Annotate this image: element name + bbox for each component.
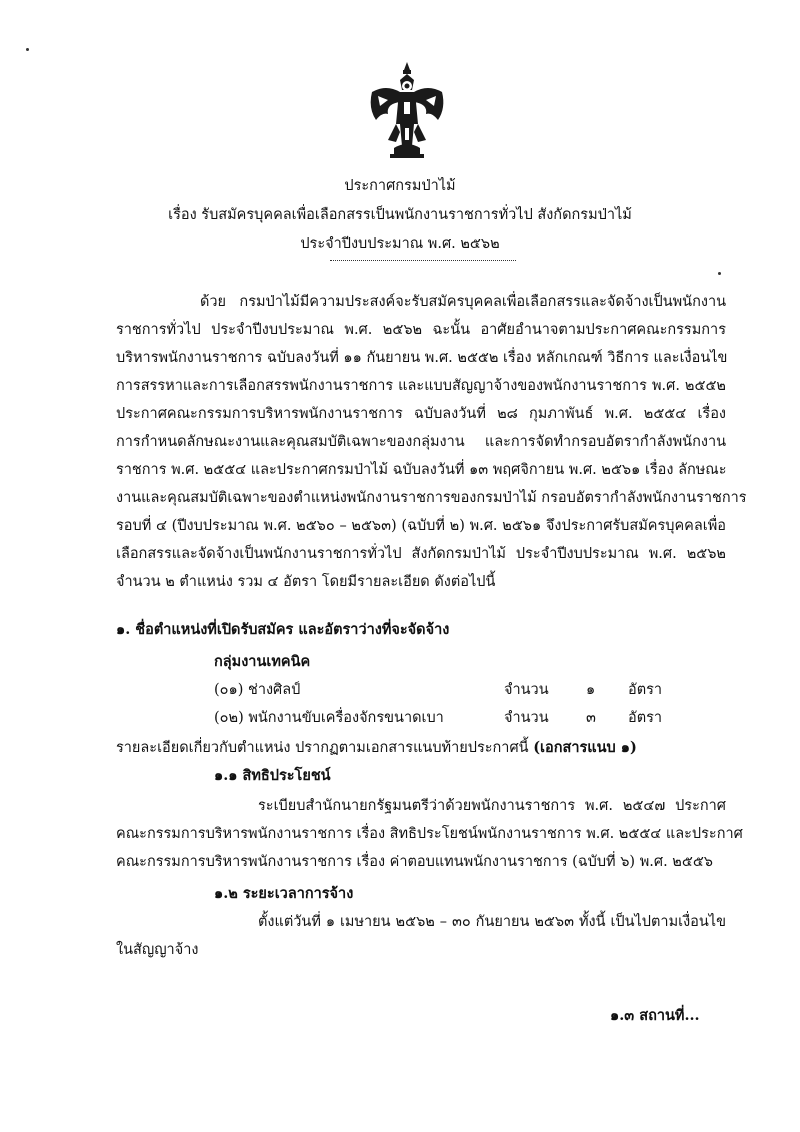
dotted-divider (330, 260, 516, 261)
benefits-line: ระเบียบสำนักนายกรัฐมนตรีว่าด้วยพนักงานราชการ พ.ศ. ๒๕๔๗ ประกาศ (258, 798, 726, 814)
employment-period-line: ตั้งแต่วันที่ ๑ เมษายน ๒๕๖๒ – ๓๐ กันยายน ๒๕๖๓ ทั้งนี้ เป็นไปตามเงื่อนไข (258, 914, 726, 930)
intro-line: การสรรหาและการเลือกสรรพนักงานราชการ และแบบสัญญาจ้างของพนักงานราชการ พ.ศ. ๒๕๕๒ (116, 378, 726, 394)
section-1-1-heading: ๑.๑ สิทธิประโยชน์ (214, 767, 331, 784)
garuda-emblem-icon (366, 62, 448, 162)
intro-line: ประกาศคณะกรรมการบริหารพนักงานราชการ ฉบับลงวันที่ ๒๘ กุมภาพันธ์ พ.ศ. ๒๕๕๔ เรื่อง (116, 406, 726, 422)
position-count: ๑ (586, 682, 596, 698)
intro-line: ราชการทั่วไป ประจำปีงบประมาณ พ.ศ. ๒๕๖๒ ฉะนั้น อาศัยอำนาจตามประกาศคณะกรรมการ (116, 322, 726, 338)
continuation-marker: ๑.๓ สถานที่... (610, 1007, 700, 1024)
employment-period-line: ในสัญญาจ้าง (116, 942, 199, 958)
position-name: (๐๑) ช่างศิลป์ (214, 682, 301, 698)
benefits-line: คณะกรรมการบริหารพนักงานราชการ เรื่อง ค่าตอบแทนพนักงานราชการ (ฉบับที่ ๖) พ.ศ. ๒๕๕๖ (116, 854, 713, 870)
position-name: (๐๒) พนักงานขับเครื่องจักรขนาดเบา (214, 710, 444, 726)
intro-line: งานและคุณสมบัติเฉพาะของตำแหน่งพนักงานราชการของกรมป่าไม้ กรอบอัตรากำลังพนักงานราชการ (116, 490, 747, 506)
position-group: กลุ่มงานเทคนิค (214, 653, 311, 670)
intro-line: บริหารพนักงานราชการ ฉบับลงวันที่ ๑๑ กันยายน พ.ศ. ๒๕๕๒ เรื่อง หลักเกณฑ์ วิธีการ และเงื่อนไข (116, 350, 728, 366)
intro-line: การกำหนดลักษณะงานและคุณสมบัติเฉพาะของกลุ่มงาน และการจัดทำกรอบอัตรากำลังพนักงาน (116, 434, 726, 450)
position-count-label: จำนวน (504, 710, 549, 726)
intro-line: เลือกสรรและจัดจ้างเป็นพนักงานราชการทั่วไป สังกัดกรมป่าไม้ ประจำปีงบประมาณ พ.ศ. ๒๕๖๒ (116, 546, 726, 562)
attachment-reference: (เอกสารแนบ ๑) (533, 739, 637, 756)
intro-line: ราชการ พ.ศ. ๒๕๕๔ และประกาศกรมป่าไม้ ฉบับลงวันที่ ๑๓ พฤศจิกายน พ.ศ. ๒๕๖๑ เรื่อง ลักษณะ (116, 462, 727, 478)
details-text: รายละเอียดเกี่ยวกับตำแหน่ง ปรากฏตามเอกสารแนบท้ายประกาศนี้ (116, 740, 529, 756)
scan-speck (26, 48, 29, 51)
position-count: ๓ (586, 710, 596, 726)
benefits-line: คณะกรรมการบริหารพนักงานราชการ เรื่อง สิทธิประโยชน์พนักงานราชการ พ.ศ. ๒๕๕๔ และประกาศ (116, 826, 743, 842)
position-unit: อัตรา (628, 682, 663, 698)
scan-speck (718, 272, 721, 275)
intro-line: รอบที่ ๔ (ปีงบประมาณ พ.ศ. ๒๕๖๐ – ๒๕๖๓) (ฉบับที่ ๒) พ.ศ. ๒๕๖๑ จึงประกาศรับสมัครบุคคลเพื่อ (116, 518, 726, 534)
intro-line: จำนวน ๒ ตำแหน่ง รวม ๔ อัตรา โดยมีรายละเอียด ดังต่อไปนี้ (116, 574, 496, 590)
announcement-title: ประกาศกรมป่าไม้ (344, 178, 456, 194)
section-1-2-heading: ๑.๒ ระยะเวลาการจ้าง (214, 885, 354, 902)
position-count-label: จำนวน (504, 682, 549, 698)
announcement-subject: เรื่อง รับสมัครบุคคลเพื่อเลือกสรรเป็นพนักงานราชการทั่วไป สังกัดกรมป่าไม้ (168, 207, 632, 223)
announcement-fiscal-year: ประจำปีงบประมาณ พ.ศ. ๒๕๖๒ (300, 236, 500, 252)
intro-line: ด้วย กรมป่าไม้มีความประสงค์จะรับสมัครบุคคลเพื่อเลือกสรรและจัดจ้างเป็นพนักงาน (200, 294, 726, 310)
section-1-heading: ๑. ชื่อตำแหน่งที่เปิดรับสมัคร และอัตราว่างที่จะจัดจ้าง (116, 621, 450, 638)
position-details-note (116, 738, 637, 758)
position-unit: อัตรา (628, 710, 663, 726)
